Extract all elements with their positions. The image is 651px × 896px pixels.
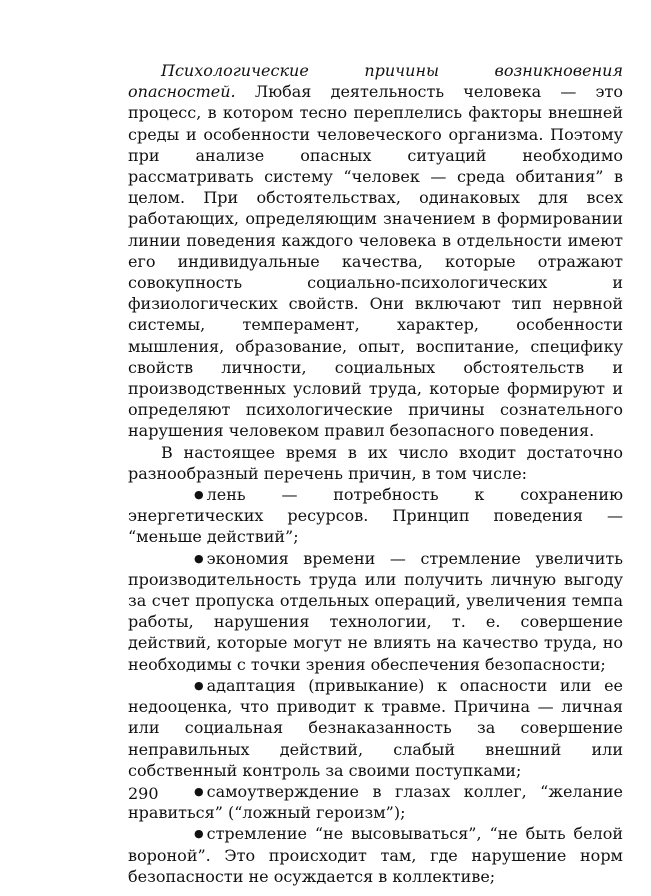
intro-paragraph-text: Любая деятельность человека — это процесс, в котором тесно переплелись факторы внешней среды и особенности человеческого организма. Поэтому при анализе опасных ситуаций необходимо рассматривать систему “человек — среда обитания” в целом. При обстоятельствах, одинаковых для всех работающих, определяющим значением в формировании линии поведения каждого человека в отдельности имеют его индивидуальные качества, которые отражают совокупность социально-психологических и физиологических свойств. Они включают тип нервной системы, темперамент, характер, особенности мышления, образование, опыт, воспитание, специфику свойств личности, социальных обстоятельств и производственных условий труда, которые формируют и определяют психологические причины сознательного нарушения человеком правил безопасного поведения. bbox=[128, 82, 624, 441]
bullet-item-text: адаптация (привыкание) к опасности или ее недооценка, что приводит к травме. Причина — личная или социальная безнаказанность за совершение неправильных действий, слабый внешний или собственный контроль за своими поступками; bbox=[128, 675, 623, 780]
bullet-item-conformity bbox=[128, 823, 623, 887]
bullet-icon: ● bbox=[194, 827, 204, 841]
bullet-icon: ● bbox=[194, 488, 204, 502]
bullet-item-text: стремление “не высовываться”, “не быть белой вороной”. Это происходит там, где нарушение норм безопасности не осуждается в коллективе; bbox=[128, 824, 623, 886]
bullet-item-text: экономия времени — стремление увеличить производительность труда или получить личную выгоду за счет пропуска отдельных операций, увеличения темпа работы, нарушения технологии, т. е. совершение действий, которые могут не влиять на качество труда, но необходимы с точки зрения обеспечения безопасности; bbox=[128, 548, 623, 674]
bullet-icon: ● bbox=[194, 784, 204, 798]
bullet-item-laziness bbox=[128, 484, 623, 548]
intro-paragraph bbox=[128, 60, 623, 442]
bullet-item-self-assertion bbox=[128, 781, 623, 823]
bullet-icon: ● bbox=[194, 551, 204, 565]
bullet-item-adaptation bbox=[128, 675, 623, 781]
page-number: 290 bbox=[128, 784, 159, 803]
list-intro-paragraph: В настоящее время в их число входит достаточно разнообразный перечень причин, в том числе: bbox=[128, 442, 623, 483]
bullet-item-time-saving bbox=[128, 548, 623, 675]
bullet-icon: ● bbox=[194, 678, 204, 692]
section-title: Психологические причины возникновения опасностей. bbox=[128, 61, 623, 102]
page-body bbox=[128, 60, 623, 887]
bullet-item-text: лень — потребность к сохранению энергетических ресурсов. Принцип поведения — “меньше действий”; bbox=[128, 485, 623, 547]
bullet-item-text: самоутверждение в глазах коллег, “желание нравиться” (“ложный героизм”); bbox=[128, 781, 623, 823]
